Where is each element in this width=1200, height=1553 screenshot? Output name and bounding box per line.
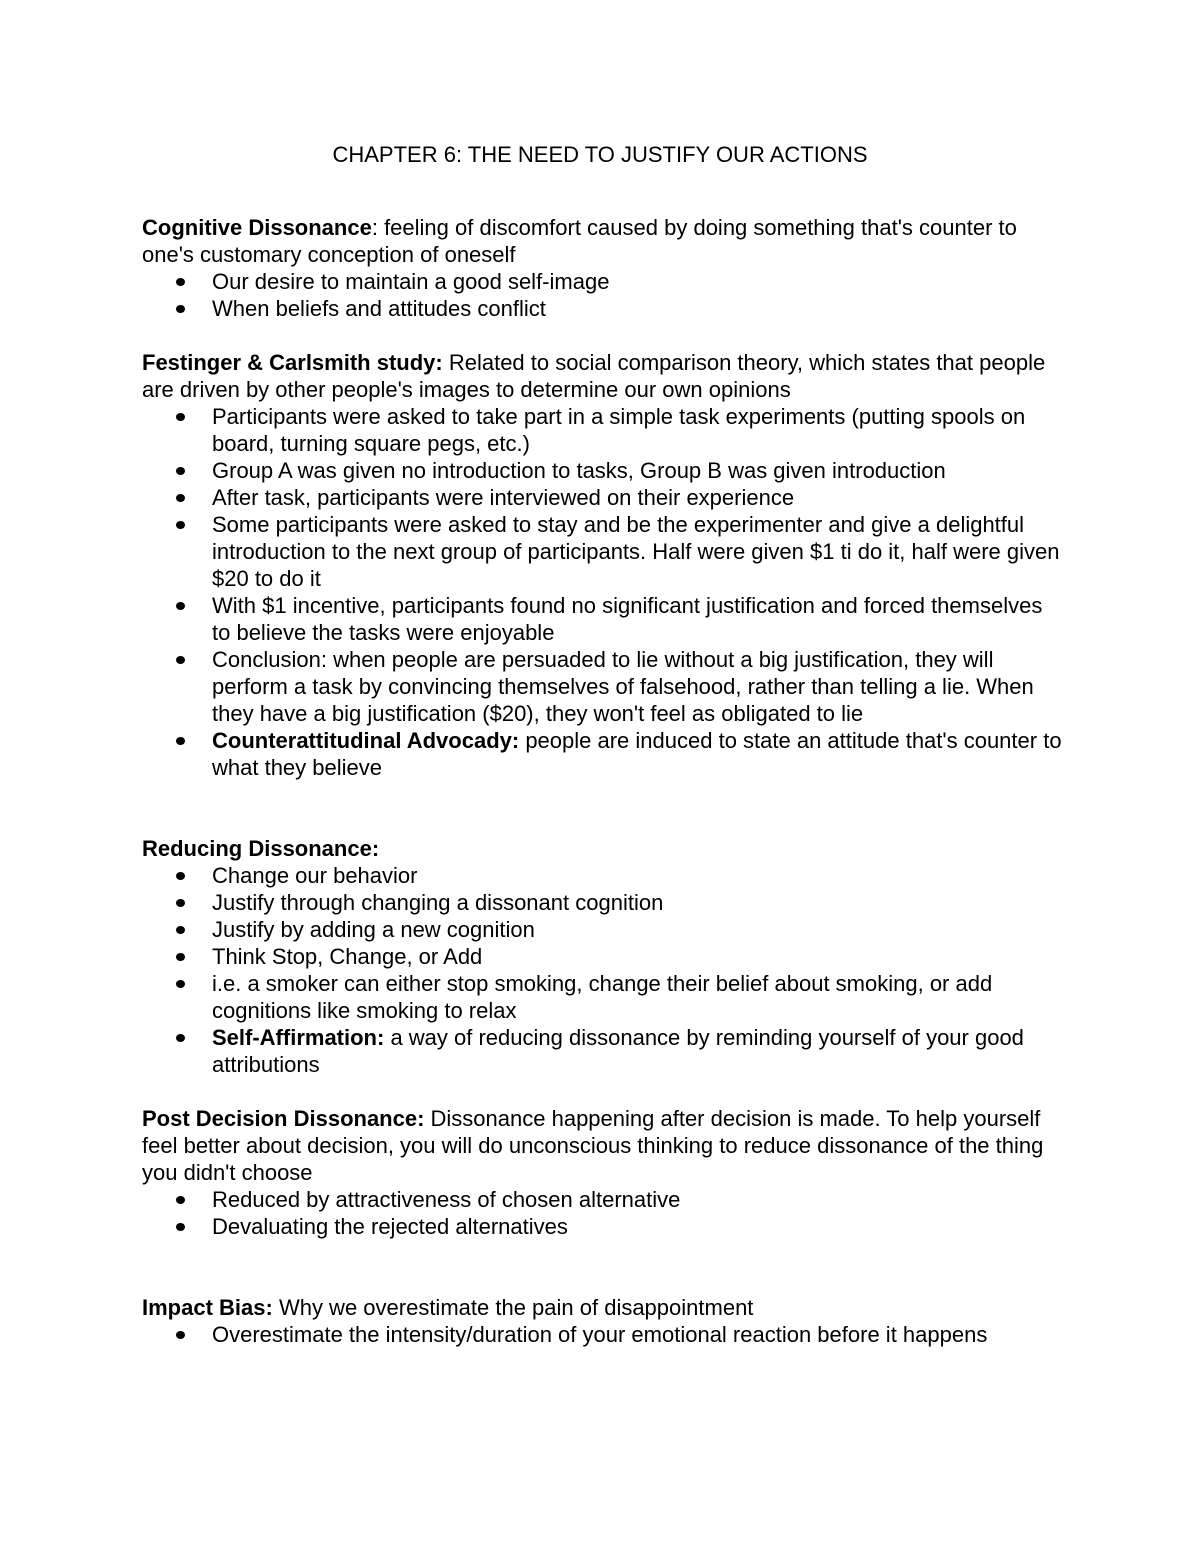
- term-heading: Festinger & Carlsmith study:: [142, 350, 443, 375]
- list-item: Justify through changing a dissonant cognition: [212, 889, 1062, 916]
- spacer: [142, 1078, 1062, 1105]
- list-item: Devaluating the rejected alternatives: [212, 1213, 1062, 1240]
- list-item: Participants were asked to take part in a simple task experiments (putting spools on board, turning square pegs, etc.): [212, 403, 1062, 457]
- term-heading: Counterattitudinal Advocady:: [212, 728, 520, 753]
- section-festinger-carlsmith: [142, 349, 1062, 781]
- bullet-list: [142, 403, 1062, 781]
- bullet-list: [142, 862, 1062, 1078]
- list-item: After task, participants were interviewed on their experience: [212, 484, 1062, 511]
- definition-text: Why we overestimate the pain of disappointment: [272, 1295, 754, 1320]
- list-item: When beliefs and attitudes conflict: [212, 295, 1062, 322]
- list-item: With $1 incentive, participants found no significant justification and forced themselves to believe the tasks were enjoyable: [212, 592, 1062, 646]
- list-item: Justify by adding a new cognition: [212, 916, 1062, 943]
- definition-text: people are induced to state an attitude that's counter to what they believe: [212, 728, 1062, 780]
- spacer: [142, 322, 1062, 349]
- list-item: Change our behavior: [212, 862, 1062, 889]
- festinger-definition: [142, 349, 1062, 403]
- section-impact-bias: [142, 1294, 1062, 1348]
- list-item: Reduced by attractiveness of chosen alternative: [212, 1186, 1062, 1213]
- chapter-title: CHAPTER 6: THE NEED TO JUSTIFY OUR ACTIONS: [332, 142, 868, 167]
- definition-text: a way of reducing dissonance by reminding yourself of your good attributions: [212, 1025, 1024, 1077]
- term-heading: Reducing Dissonance:: [142, 836, 380, 861]
- term-heading: Self-Affirmation:: [212, 1025, 385, 1050]
- bullet-list: [142, 268, 1062, 322]
- list-item-self-affirmation: [212, 1024, 1062, 1078]
- list-item: Think Stop, Change, or Add: [212, 943, 1062, 970]
- reducing-dissonance-heading: [142, 835, 1062, 862]
- bullet-list: [142, 1186, 1062, 1240]
- list-item-counterattitudinal-advocacy: [212, 727, 1062, 781]
- list-item: Conclusion: when people are persuaded to lie without a big justification, they will perform a task by convincing themselves of falsehood, rather than telling a lie. When they have a big justification ($20), they won't feel as obligated to lie: [212, 646, 1062, 727]
- list-item: Our desire to maintain a good self-image: [212, 268, 1062, 295]
- section-post-decision-dissonance: [142, 1105, 1062, 1240]
- section-cognitive-dissonance: [142, 214, 1062, 322]
- list-item: Overestimate the intensity/duration of your emotional reaction before it happens: [212, 1321, 1062, 1348]
- impact-bias-definition: [142, 1294, 1062, 1321]
- definition-text: Related to social comparison theory, which states that people are driven by other people's images to determine our own opinions: [142, 350, 1046, 402]
- document-page: [142, 140, 1062, 1348]
- term-heading: Post Decision Dissonance:: [142, 1106, 425, 1131]
- cognitive-dissonance-definition: [142, 214, 1062, 268]
- spacer: [142, 1240, 1062, 1294]
- post-decision-definition: [142, 1105, 1062, 1186]
- definition-text: Dissonance happening after decision is made. To help yourself feel better about decision, you will do unconscious thinking to reduce dissonance of the thing you didn't choose: [142, 1106, 1044, 1185]
- list-item: Some participants were asked to stay and be the experimenter and give a delightful introduction to the next group of participants. Half were given $1 ti do it, half were given $20 to do it: [212, 511, 1062, 592]
- list-item: i.e. a smoker can either stop smoking, change their belief about smoking, or add cognitions like smoking to relax: [212, 970, 1062, 1024]
- term-heading: Impact Bias:: [142, 1295, 273, 1320]
- spacer: [142, 781, 1062, 835]
- term-heading: Cognitive Dissonance: [142, 215, 372, 240]
- definition-text: : feeling of discomfort caused by doing something that's counter to one's customary conception of oneself: [142, 215, 1017, 267]
- section-reducing-dissonance: [142, 835, 1062, 1078]
- list-item: Group A was given no introduction to tasks, Group B was given introduction: [212, 457, 1062, 484]
- bullet-list: [142, 1321, 1062, 1348]
